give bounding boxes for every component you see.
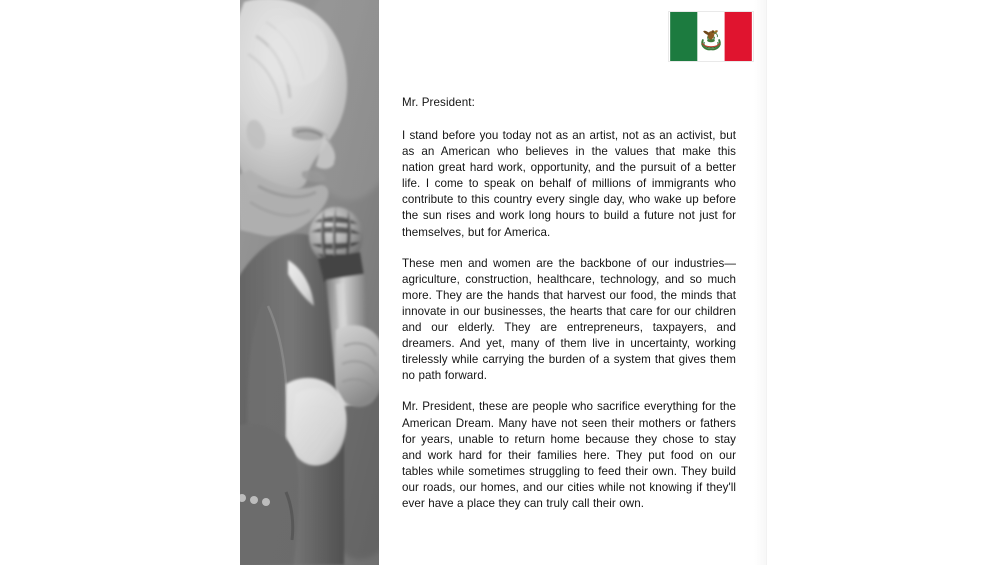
letter-paragraph-3: Mr. President, these are people who sacrifice everything for the American Dream. Many have not seen their mothers or fathers for years, unable to return home because they chose to stay and work hard for their families here. They put food on our tables while sometimes struggling to feed their own. They build our roads, our homes, and our cities while not knowing if they'll ever have a place they can truly call their own. [402,400,736,510]
speaker-photo [240,0,379,565]
flag-stripe-red [725,12,752,61]
letter-paragraph-2: These men and women are the backbone of our industries—agriculture, construction, healthcare, technology, and so much more. They are the hands that harvest our food, the minds that innovate in our businesses, the hearts that care for our children and our elderly. They are entrepreneurs, taxpayers, and dreamers. And yet, many of them live in uncertainty, working tirelessly while carrying the burden of a system that gives them no path forward. [402,256,736,383]
flag-stripe-green [670,12,697,61]
letter-paragraph-1: I stand before you today not as an artist, not as an activist, but as an American who believes in the values that make this nation great hard work, opportunity, and the pursuit of a better life. I come to speak on behalf of millions of immigrants who contribute to this country every single day, who wake up before the sun rises and work long hours to build a future not just for themselves, but for America. [402,129,736,239]
speaker-photo-image [240,0,379,565]
letter-salutation: Mr. President: [402,96,475,109]
letter-body [402,95,736,512]
mexico-flag-icon [668,11,754,62]
